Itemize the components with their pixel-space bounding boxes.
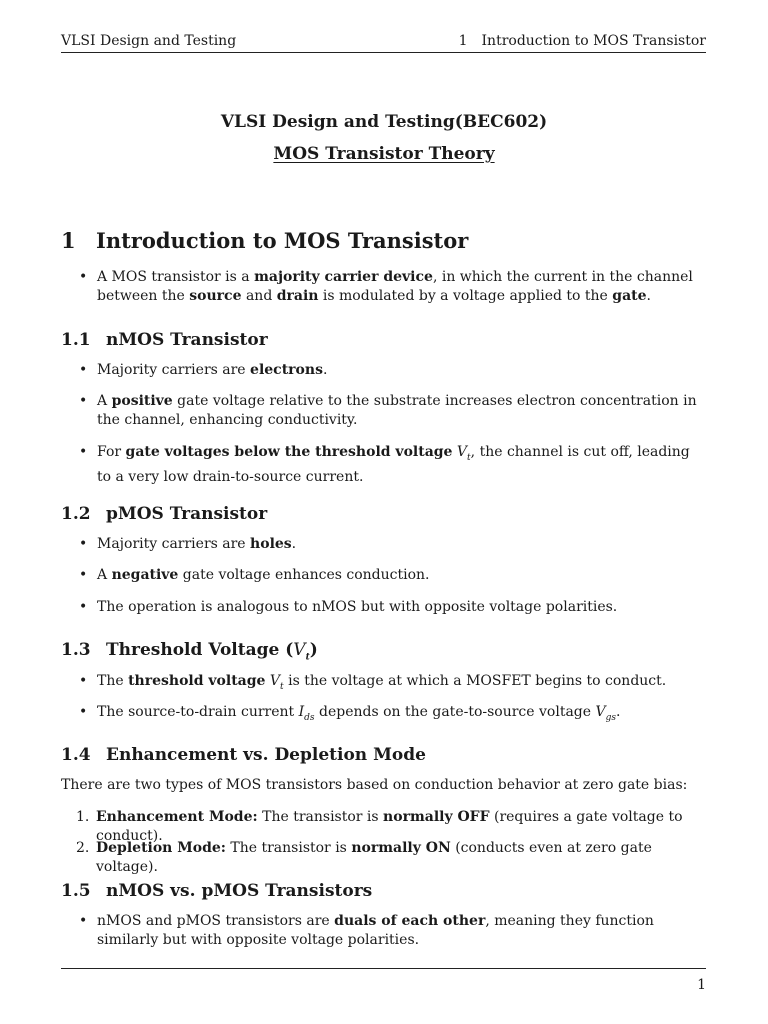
list-item: 2. Depletion Mode: The transistor is normally ON (conducts even at zero gate voltage).: [76, 840, 652, 875]
header-section-number: 1: [458, 33, 468, 49]
subsection-number: 1.2: [61, 504, 91, 524]
subsection-heading: [61, 881, 372, 901]
list-item: 1. Enhancement Mode: The transistor is normally OFF (requires a gate voltage to conduct).: [76, 809, 683, 844]
header-left-title: VLSI Design and Testing: [61, 33, 237, 49]
bullet-list: [79, 361, 706, 380]
subsection-number: 1.4: [61, 745, 91, 765]
list-item: • For gate voltages below the threshold voltage $V_t$, the channel is cut off, leading to a very low drain-to-source current.: [79, 443, 706, 487]
list-item: • The source-to-drain current $I_{ds}$ depends on the gate-to-source voltage $V_{gs}$.: [79, 703, 706, 728]
section-title: Introduction to MOS Transistor: [96, 228, 469, 253]
list-item: • A positive gate voltage relative to the substrate increases electron concentration in the channel, enhancing conductivity.: [79, 392, 706, 430]
subsection-title: pMOS Transistor: [106, 504, 268, 524]
bullet-list: [79, 912, 706, 950]
subsection-number: 1.1: [61, 330, 91, 350]
numbered-list: [76, 839, 706, 877]
subsection-number: 1.5: [61, 881, 91, 901]
document-title: VLSI Design and Testing(BEC602): [220, 112, 548, 132]
section-heading: [61, 228, 468, 253]
list-item: • Majority carriers are electrons.: [79, 361, 706, 380]
list-item: • Majority carriers are holes.: [79, 535, 706, 554]
bullet-list: [79, 672, 706, 697]
bullet-list: [79, 598, 706, 617]
section-number: 1: [61, 228, 76, 253]
bullet-list: [79, 443, 706, 487]
subsection-title: Enhancement vs. Depletion Mode: [106, 745, 426, 765]
list-item: • The threshold voltage $V_t$ is the voltage at which a MOSFET begins to conduct.: [79, 672, 706, 697]
document-subtitle: MOS Transistor Theory: [273, 144, 495, 164]
list-item: • The operation is analogous to nMOS but with opposite voltage polarities.: [79, 598, 706, 617]
header-right: [459, 33, 706, 49]
paragraph: There are two types of MOS transistors based on conduction behavior at zero gate bias:: [61, 777, 688, 793]
subsection-number: 1.3: [61, 640, 91, 660]
list-item: • A MOS transistor is a majority carrier device, in which the current in the channel between the source and drain is modulated by a voltage applied to the gate.: [79, 268, 706, 306]
subsection-heading: [61, 745, 426, 765]
page-number: 1: [697, 977, 706, 993]
running-header: [61, 33, 706, 53]
subsection-title: nMOS vs. pMOS Transistors: [106, 881, 373, 901]
bullet-list: [79, 566, 706, 585]
subsection-heading: 1.3 Threshold Voltage $(V_t)$: [61, 640, 318, 663]
list-item: • nMOS and pMOS transistors are duals of each other, meaning they function similarly but with opposite voltage polarities.: [79, 912, 706, 950]
subsection-heading: [61, 504, 267, 524]
bullet-list: [79, 703, 706, 728]
bullet-list: [79, 268, 706, 306]
header-section-title: Introduction to MOS Transistor: [481, 33, 706, 49]
bullet-list: [79, 392, 706, 430]
bullet-list: [79, 535, 706, 554]
subsection-title: nMOS Transistor: [106, 330, 268, 350]
subsection-heading: [61, 330, 268, 350]
footer-divider: [61, 968, 706, 969]
list-item: • A negative gate voltage enhances conduction.: [79, 566, 706, 585]
